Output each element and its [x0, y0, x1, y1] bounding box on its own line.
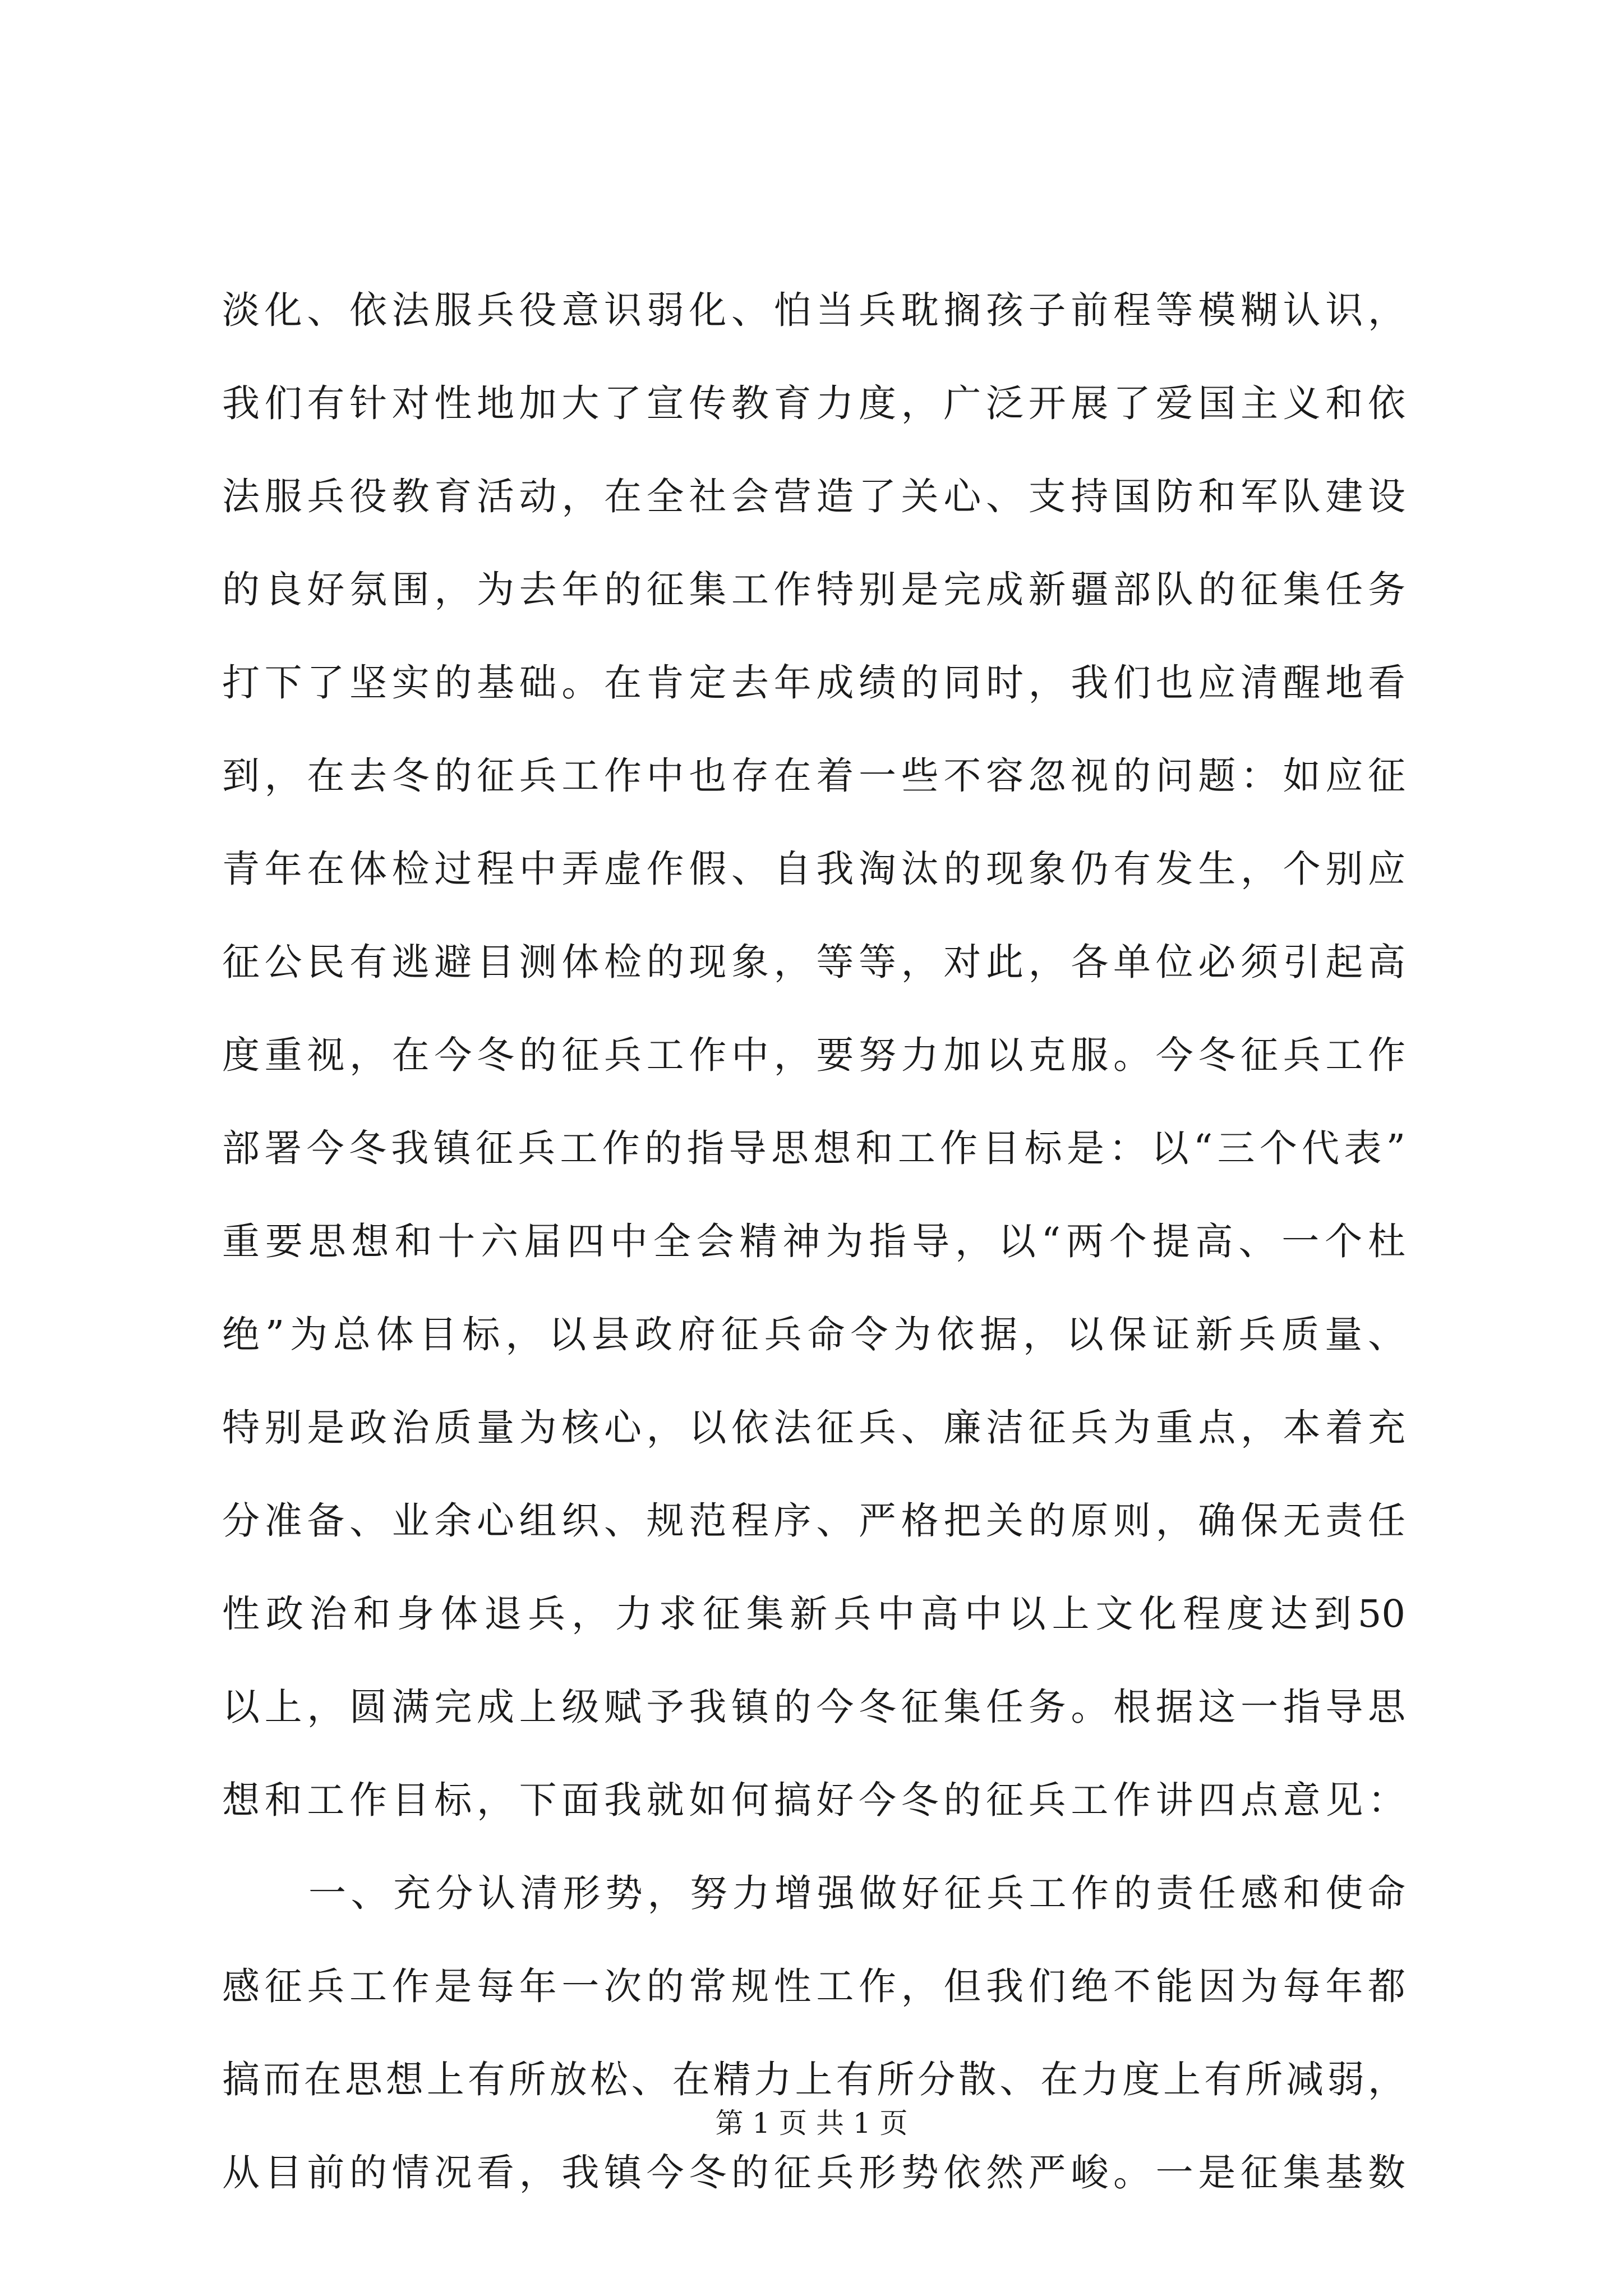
text-line: 部署今冬我镇征兵工作的指导思想和工作目标是：以“三个代表”	[222, 1126, 1405, 1170]
text-line: 青年在体检过程中弄虚作假、自我淘汰的现象仍有发生，个别应	[222, 847, 1405, 891]
document-body	[222, 264, 1405, 2219]
text-line: 打下了坚实的基础。在肯定去年成绩的同时，我们也应清醒地看	[222, 661, 1405, 705]
text-line: 特别是政治质量为核心，以依法征兵、廉洁征兵为重点，本着充	[222, 1406, 1405, 1450]
text-line: 想和工作目标，下面我就如何搞好今冬的征兵工作讲四点意见：	[222, 1778, 1405, 1822]
text-line: 从目前的情况看，我镇今冬的征兵形势依然严峻。一是征集基数	[222, 2151, 1405, 2194]
text-line: 绝”为总体目标，以县政府征兵命令为依据，以保证新兵质量、	[222, 1313, 1405, 1356]
text-line: 分准备、业余心组织、规范程序、严格把关的原则，确保无责任	[222, 1499, 1405, 1543]
text-line: 到，在去冬的征兵工作中也存在着一些不容忽视的问题：如应征	[222, 754, 1405, 798]
text-line: 性政治和身体退兵，力求征集新兵中高中以上文化程度达到50	[222, 1592, 1405, 1636]
text-line: 搞而在思想上有所放松、在精力上有所分散、在力度上有所减弱，	[222, 2058, 1405, 2101]
text-line: 度重视，在今冬的征兵工作中，要努力加以克服。今冬征兵工作	[222, 1033, 1405, 1077]
section-heading-line: 一、充分认清形势，努力增强做好征兵工作的责任感和使命	[308, 1871, 1405, 1915]
text-line: 我们有针对性地加大了宣传教育力度，广泛开展了爱国主义和依	[222, 381, 1405, 425]
text-line: 以上，圆满完成上级赋予我镇的今冬征集任务。根据这一指导思	[222, 1685, 1405, 1729]
text-line: 征公民有逃避目测体检的现象，等等，对此，各单位必须引起高	[222, 940, 1405, 984]
text-line: 的良好氛围，为去年的征集工作特别是完成新疆部队的征集任务	[222, 568, 1405, 611]
page-number-footer: 第 1 页 共 1 页	[715, 2107, 908, 2139]
text-line: 淡化、依法服兵役意识弱化、怕当兵耽搁孩子前程等模糊认识，	[222, 288, 1405, 332]
text-line: 法服兵役教育活动，在全社会营造了关心、支持国防和军队建设	[222, 475, 1405, 518]
text-line: 重要思想和十六届四中全会精神为指导，以“两个提高、一个杜	[222, 1220, 1405, 1263]
text-line: 感征兵工作是每年一次的常规性工作，但我们绝不能因为每年都	[222, 1964, 1405, 2008]
